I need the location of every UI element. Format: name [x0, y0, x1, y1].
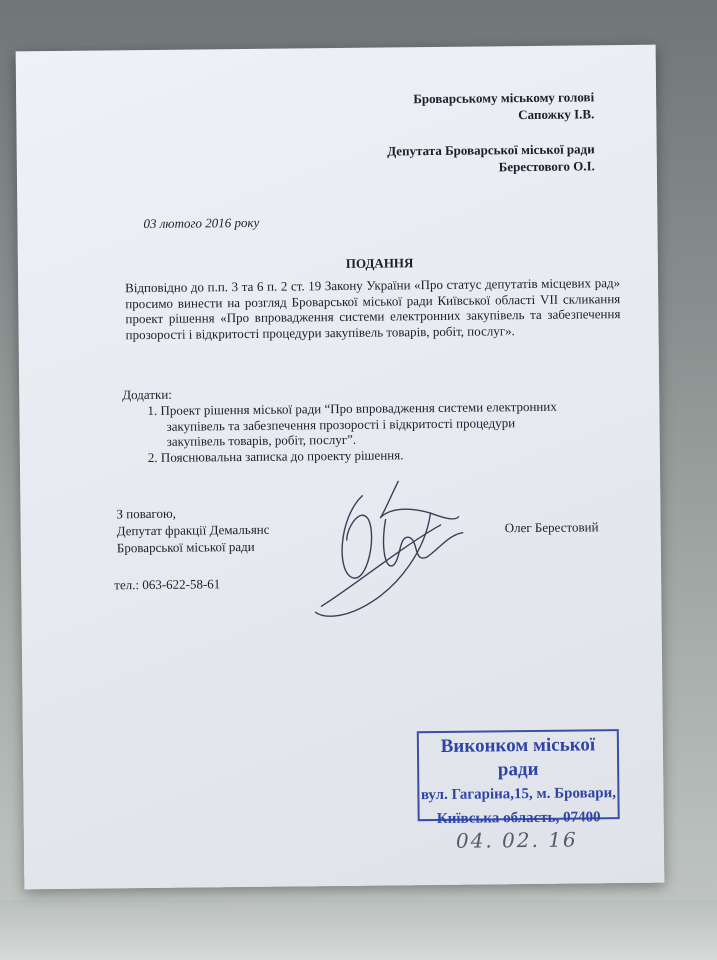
attachment-item-2: 2. Пояснювальна записка до проекту рішення.: [147, 446, 404, 465]
document-title: ПОДАННЯ: [345, 255, 414, 271]
recipient-line1: Броварському міському голові: [413, 89, 595, 107]
sender-line1: Депутата Броварської міської ради: [387, 141, 595, 159]
body-paragraph: Відповідно до п.п. 3 та 6 п. 2 ст. 19 Закону України «Про статус депутатів місцевих рад» просимо винести на розгляд Броварської міської ради Київської області VII скликання проект рішення «Про впровадження системи електронних закупівель та забезпечення прозорості і відкритості процедури закупівель товарів, робіт, послуг».: [125, 275, 621, 342]
stamp-line3: Київська область, 07400: [436, 809, 601, 828]
document-page: [16, 45, 665, 890]
stamp-line1: Виконком міської ради: [440, 734, 596, 781]
closing-regards: З повагою,: [116, 505, 176, 522]
background-surface: [0, 900, 717, 960]
attachments-list: [147, 399, 557, 465]
handwritten-date: 04. 02. 16: [455, 827, 578, 853]
stamp-line2: вул. Гагаріна,15, м. Бровари,: [420, 785, 617, 804]
document-date: 03 лютого 2016 року: [143, 214, 260, 232]
sender-line2: Берестового О.І.: [498, 158, 595, 175]
signer-name: Олег Берестовий: [504, 519, 599, 536]
recipient-line2: Сапожку І.В.: [518, 106, 595, 123]
attachment-item-1-line1: 1. Проект рішення міської ради “Про впровадження системи електронних: [147, 398, 557, 419]
attachments-heading: Додатки:: [122, 386, 172, 403]
registration-stamp: [417, 729, 620, 828]
closing-position-line2: Броварської міської ради: [116, 538, 255, 556]
phone-number: тел.: 063-622-58-61: [114, 576, 221, 593]
attachment-item-1-line2: закупівель та забезпечення прозорості і відкритості процедури: [166, 414, 516, 434]
closing-position-line1: Депутат фракції Демальянс: [116, 521, 270, 539]
attachment-item-1-line3: закупівель товарів, робіт, послуг”.: [166, 431, 357, 449]
handwritten-signature: [280, 477, 482, 629]
